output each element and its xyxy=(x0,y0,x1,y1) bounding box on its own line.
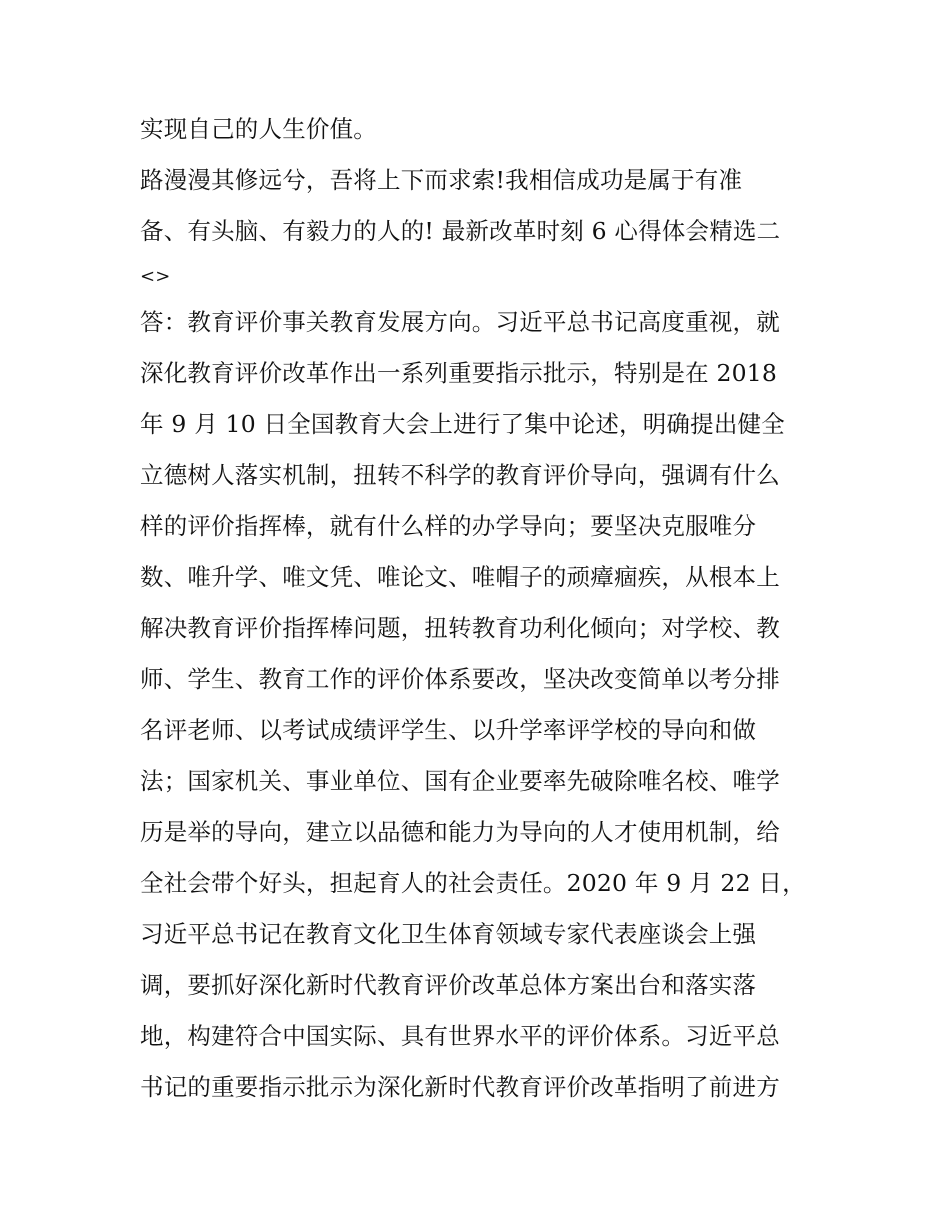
text-line: 立德树人落实机制，扭转不科学的教育评价导向，强调有什么 xyxy=(140,461,780,489)
text-line: 师、学生、教育工作的评价体系要改，坚决改变简单以考分排 xyxy=(140,665,780,693)
text-line: 习近平总书记在教育文化卫生体育领域专家代表座谈会上强 xyxy=(140,920,757,948)
text-line: 全社会带个好头，担起育人的社会责任。2020 年 9 月 22 日， xyxy=(140,869,806,897)
text-line: 备、有头脑、有毅力的人的! 最新改革时刻 6 心得体会精选二 xyxy=(140,217,781,245)
text-line: <> xyxy=(140,266,171,287)
text-line: 地，构建符合中国实际、具有世界水平的评价体系。习近平总 xyxy=(140,1022,780,1050)
text-line: 数、唯升学、唯文凭、唯论文、唯帽子的顽瘴痼疾，从根本上 xyxy=(140,563,780,591)
text-line: 解决教育评价指挥棒问题，扭转教育功利化倾向；对学校、教 xyxy=(140,614,780,642)
body-text xyxy=(140,104,820,1113)
text-line: 调，要抓好深化新时代教育评价改革总体方案出台和落实落 xyxy=(140,971,757,999)
text-line: 历是举的导向，建立以品德和能力为导向的人才使用机制，给 xyxy=(140,818,780,846)
text-line: 法；国家机关、事业单位、国有企业要率先破除唯名校、唯学 xyxy=(140,767,780,795)
text-line: 书记的重要指示批示为深化新时代教育评价改革指明了前进方 xyxy=(140,1073,780,1101)
text-line: 年 9 月 10 日全国教育大会上进行了集中论述，明确提出健全 xyxy=(140,410,785,438)
text-line: 答：教育评价事关教育发展方向。习近平总书记高度重视，就 xyxy=(140,308,780,336)
text-line: 名评老师、以考试成绩评学生、以升学率评学校的导向和做 xyxy=(140,716,757,744)
text-line: 实现自己的人生价值。 xyxy=(140,115,377,143)
text-line: 路漫漫其修远兮，吾将上下而求索!我相信成功是属于有准 xyxy=(140,166,743,194)
text-line: 样的评价指挥棒，就有什么样的办学导向；要坚决克服唯分 xyxy=(140,512,757,540)
text-line: 深化教育评价改革作出一系列重要指示批示，特别是在 2018 xyxy=(140,359,778,387)
